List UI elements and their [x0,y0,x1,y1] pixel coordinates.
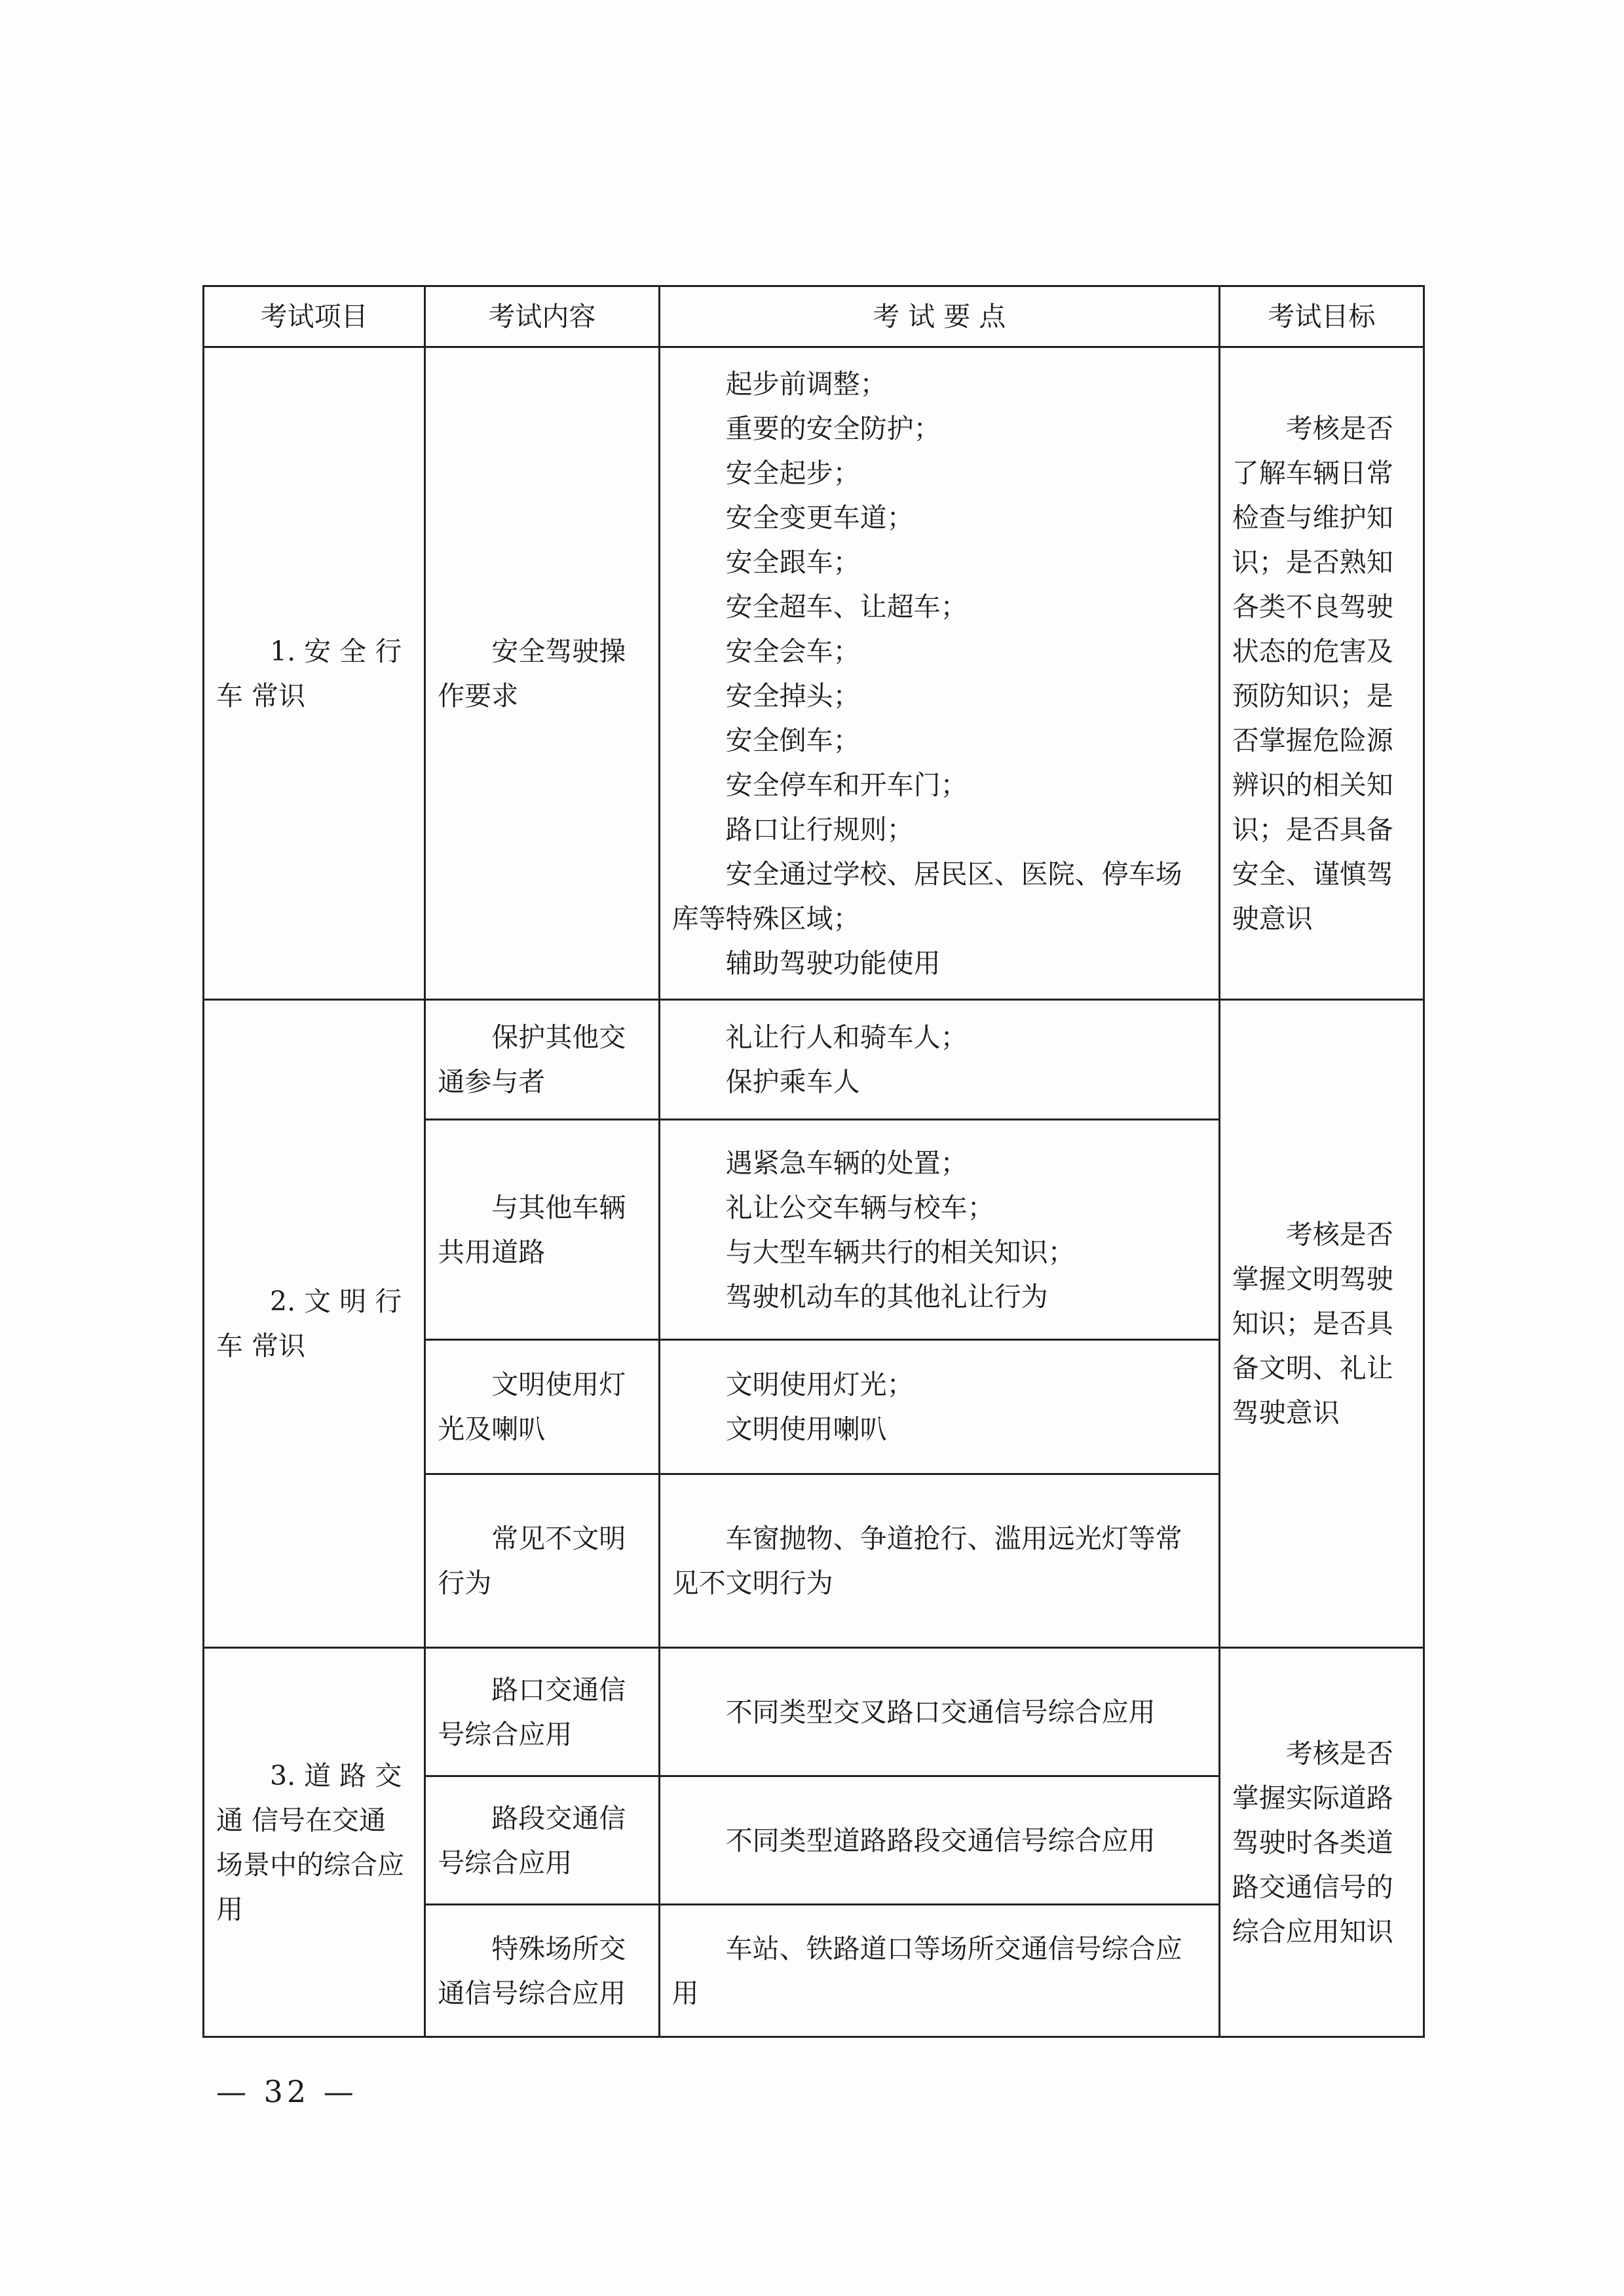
table-row [204,347,1424,1000]
header-exam-content: 考试内容 [425,286,659,347]
exam-points-cell [659,1340,1219,1474]
list-item: 礼让行人和骑车人； [725,1022,968,1053]
exam-content-cell: 常见不文明行为 [425,1474,659,1648]
header-exam-points: 考 试 要 点 [659,286,1219,347]
list-item: 遇紧急车辆的处置； [725,1147,968,1179]
exam-points-cell [659,1474,1219,1648]
exam-requirements-table [202,285,1425,2038]
list-item: 与大型车辆共行的相关知识； [725,1236,1075,1268]
list-item: 重要的安全防护； [725,412,941,444]
page-number: — 32 — [216,2074,358,2109]
table-row [204,1648,1424,1776]
exam-points-cell [659,1905,1219,2037]
list-item: 车窗抛物、争道抢行、滥用远光灯等常见不文明行为 [671,1523,1182,1599]
list-item: 安全起步； [725,457,860,489]
list-item: 安全倒车； [725,724,860,756]
exam-points-cell [659,1000,1219,1120]
exam-item-cell: 2. 文 明 行 车 常识 [204,1000,425,1648]
list-item: 起步前调整； [725,368,887,400]
exam-goal-cell: 考核是否掌握文明驾驶知识；是否具备文明、礼让驾驶意识 [1219,1000,1424,1648]
exam-content-cell: 与其他车辆共用道路 [425,1120,659,1340]
list-item: 不同类型交叉路口交通信号综合应用 [725,1696,1156,1728]
header-row [204,286,1424,347]
list-item: 安全超车、让超车； [725,590,968,622]
exam-points-cell [659,1648,1219,1776]
exam-content-cell: 特殊场所交通信号综合应用 [425,1905,659,2037]
exam-points-cell [659,1120,1219,1340]
list-item: 礼让公交车辆与校车； [725,1191,994,1223]
header-exam-item: 考试项目 [204,286,425,347]
list-item: 安全掉头； [725,679,860,712]
exam-item-cell: 1. 安 全 行 车 常识 [204,347,425,1000]
exam-points-cell [659,347,1219,1000]
exam-content-cell: 路口交通信号综合应用 [425,1648,659,1776]
exam-item-cell: 3. 道 路 交 通 信号在交通场景中的综合应用 [204,1648,425,2037]
list-item: 路口让行规则； [725,813,914,845]
exam-content-cell: 文明使用灯光及喇叭 [425,1340,659,1474]
list-item: 文明使用喇叭 [725,1413,887,1445]
list-item: 驾驶机动车的其他礼让行为 [725,1280,1048,1312]
exam-content-cell: 安全驾驶操作要求 [425,347,659,1000]
exam-content-cell: 路段交通信号综合应用 [425,1776,659,1905]
list-item: 不同类型道路路段交通信号综合应用 [725,1824,1156,1856]
exam-content-cell: 保护其他交通参与者 [425,1000,659,1120]
list-item: 保护乘车人 [725,1066,860,1098]
list-item: 辅助驾驶功能使用 [725,947,941,979]
header-exam-goal: 考试目标 [1219,286,1424,347]
list-item: 文明使用灯光； [725,1369,914,1400]
list-item: 安全变更车道； [725,501,914,533]
list-item: 车站、铁路道口等场所交通信号综合应用 [671,1932,1182,2009]
exam-points-cell [659,1776,1219,1905]
list-item: 安全停车和开车门； [725,769,968,801]
exam-goal-cell: 考核是否掌握实际道路驾驶时各类道路交通信号的综合应用知识 [1219,1648,1424,2037]
exam-goal-cell: 考核是否了解车辆日常检查与维护知识；是否熟知各类不良驾驶状态的危害及预防知识；是否掌握危险源辨识的相关知识；是否具备安全、谨慎驾驶意识 [1219,347,1424,1000]
list-item: 安全跟车； [725,546,860,578]
table-row [204,1000,1424,1120]
list-item: 安全通过学校、居民区、医院、停车场库等特殊区域； [671,858,1182,934]
list-item: 安全会车； [725,635,860,667]
